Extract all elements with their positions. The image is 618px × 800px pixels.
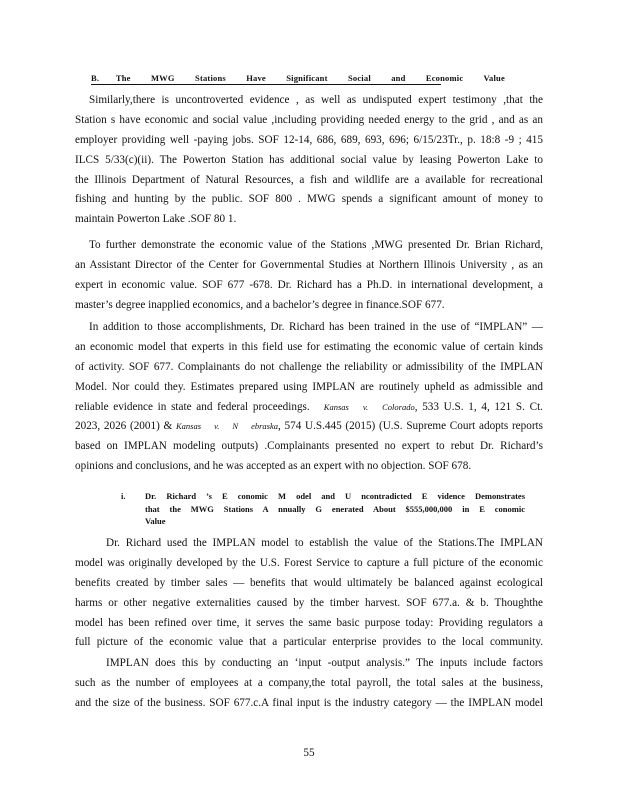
- text-line: expert in economic value. SOF 677 -678. Dr. Richard has a Ph.D. in international development, a: [75, 278, 543, 291]
- case-citation: Kansas v. Colorado: [323, 401, 415, 412]
- subheading-line: Value: [145, 516, 166, 526]
- section-heading-b: [91, 73, 505, 85]
- text-segment: , 533 U.S. 1, 4, 121 S. Ct.: [414, 400, 543, 413]
- text-line: based on IMPLAN modeling outputs) .Complainants presented no expert to rebut Dr. Richard’s: [75, 440, 543, 453]
- text-segment: , 574 U.S.445 (2015) (U.S. Supreme Court adopts reports: [278, 420, 543, 433]
- paragraph-4: [75, 534, 543, 653]
- text-line: fishing and hunting by the public. SOF 800 . MWG spends a significant amount of money to: [75, 193, 543, 206]
- paragraph-3: [75, 318, 543, 477]
- text-line: harms or other negative externalities caused by the timber harvest. SOF 677.a. & b. Thoughthe: [75, 596, 543, 609]
- heading-text: The MWG Stations Have Significant Social and Economic Value: [115, 73, 505, 83]
- paragraph-5: [75, 654, 543, 714]
- text-line: model was originally developed by the U.S. Forest Service to capture a full picture of the economic: [75, 556, 543, 569]
- text-line: full picture of the economic value that a particular enterprise provides to the local community.: [75, 636, 543, 649]
- paragraph-2: [75, 236, 543, 316]
- text-line: and the size of the business. SOF 677.c.A final input is the industry category — the IMPLAN model: [75, 696, 543, 709]
- text-line: employer providing well -paying jobs. SOF 12-14, 686, 689, 693, 696; 6/15/23Tr., p. 18:8 -9 ; 415: [75, 133, 543, 146]
- text-line: In addition to those accomplishments, Dr. Richard has been trained in the use of “IMPLAN” —: [89, 321, 543, 333]
- text-line: Station s have economic and social value ,including providing needed energy to the grid , and as an: [75, 113, 543, 126]
- subheading-line: that the MWG Stations A nnually G enerated About $555,000,000 in E conomic: [145, 503, 525, 514]
- text-line: Model. Nor could they. Estimates prepared using IMPLAN are routinely upheld as admissible and: [75, 380, 543, 393]
- text-segment: 2023, 2026 (2001) &: [75, 420, 173, 433]
- text-line: an economic model that experts in this field use for estimating the economic value of certain kinds: [75, 340, 543, 353]
- text-line: To further demonstrate the economic value of the Stations ,MWG presented Dr. Brian Richard,: [89, 239, 543, 251]
- text-line: opinions and conclusions, and he was accepted as an expert with no objection. SOF 678.: [75, 460, 472, 473]
- text-line: such as the number of employees at a company,the total payroll, the total sales at the business,: [75, 676, 543, 689]
- text-line: master’s degree inapplied economics, and a bachelor’s degree in finance.SOF 677.: [75, 298, 445, 311]
- text-line: model has been refined over time, it serves the same basic purpose today: Providing regulators a: [75, 616, 543, 629]
- text-line: the Illinois Department of Natural Resources, a fish and wildlife are a available for recreational: [75, 173, 543, 186]
- text-line: maintain Powerton Lake .SOF 80 1.: [75, 213, 237, 226]
- text-segment: reliable evidence in state and federal proceedings.: [75, 400, 310, 413]
- text-line-with-citation: [75, 417, 543, 437]
- paragraph-1: [75, 91, 543, 230]
- text-line: IMPLAN does this by conducting an ‘input -output analysis.” The inputs include factors: [106, 657, 543, 669]
- text-line-with-citation: [75, 398, 543, 418]
- text-line: an Assistant Director of the Center for Governmental Studies at Northern Illinois University , as an: [75, 258, 543, 271]
- page-number: 55: [303, 747, 315, 759]
- text-line: Similarly,there is uncontroverted evidence , as well as undisputed expert testimony ,that the: [89, 94, 543, 106]
- text-line: Dr. Richard used the IMPLAN model to establish the value of the Stations.The IMPLAN: [106, 537, 543, 549]
- text-line: ILCS 5/33(c)(ii). The Powerton Station has additional social value by leasing Powerton Lake to: [75, 153, 543, 166]
- text-line: benefits created by timber sales — benefits that would ultimately be balanced against ecological: [75, 576, 543, 589]
- heading-letter: B.: [91, 73, 100, 83]
- subheading-number: i.: [121, 491, 126, 501]
- text-line: of activity. SOF 677. Complainants do not challenge the reliability or admissibility of the IMPLAN: [75, 360, 543, 373]
- subheading-line: Dr. Richard ’s E conomic M odel and U ncontradicted E vidence Demonstrates: [145, 491, 525, 501]
- case-citation: Kansas v. N ebraska: [175, 421, 279, 432]
